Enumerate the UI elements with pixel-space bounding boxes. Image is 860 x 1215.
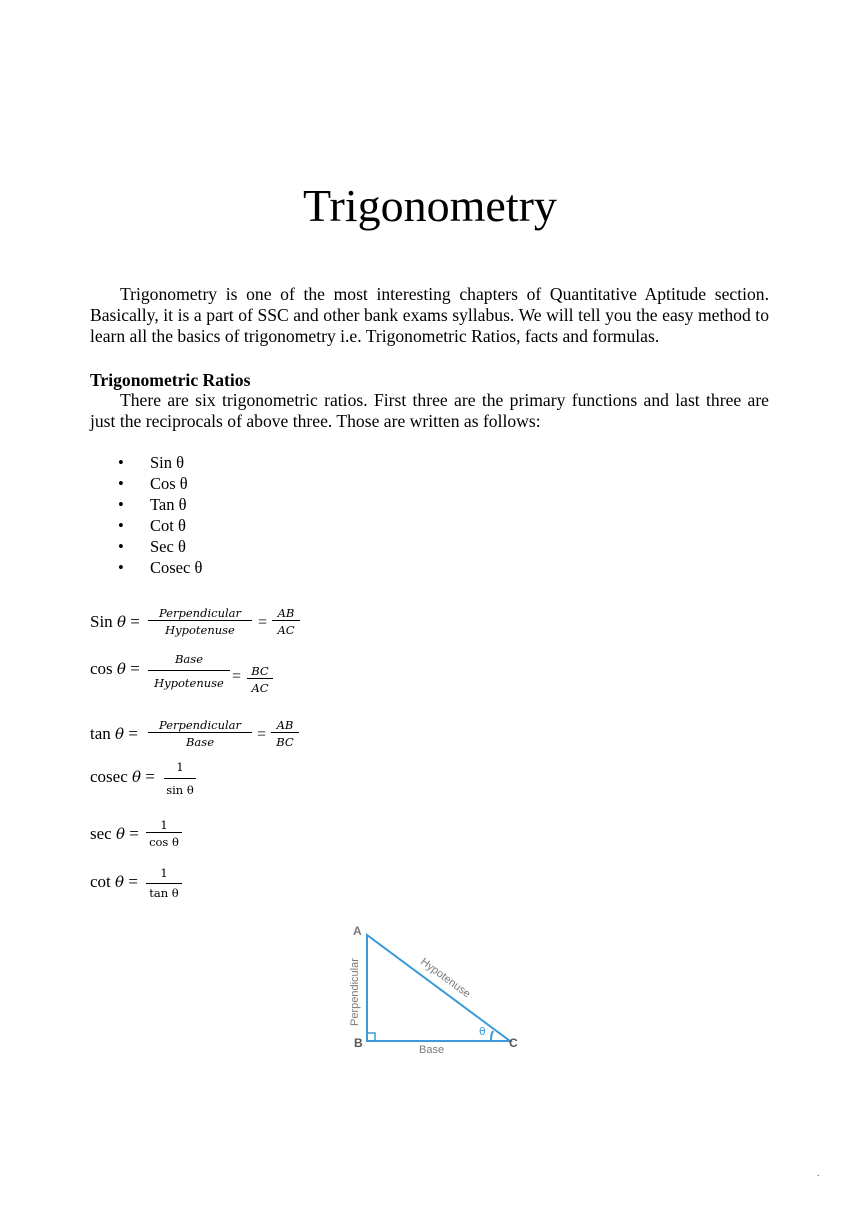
angle-label: θ (479, 1025, 486, 1038)
section-text: There are six trigonometric ratios. First three are the primary functions and last three are just the reciprocals of above three. Those are written as follows: (90, 390, 769, 431)
section-heading: Trigonometric Ratios (90, 370, 251, 390)
section-paragraph (90, 390, 769, 432)
page-title: Trigonometry (303, 180, 557, 231)
cosec-fraction: $\frac{1}{\text{sin θ}}$ (164, 760, 196, 797)
cot-fraction: $\frac{1}{\text{tan θ}}$ (146, 866, 182, 900)
bullet-icon: • (118, 516, 124, 535)
angle-arc (491, 1031, 493, 1041)
intro-text: Trigonometry is one of the most interesting chapters of Quantitative Aptitude section. Basically, it is a part of SSC and other bank exams syllabus. We will tell you the easy method to learn all the basics of trigonometry i.e. Trigonometric Ratios, facts and formulas. (90, 284, 769, 346)
sec-formula: sec θ = $\frac{1}{\text{cos θ}}$ (90, 818, 290, 862)
intro-paragraph (90, 284, 769, 347)
cos-formula: cos θ = Base Hypotenuse = $\frac{BC}{AC}$ (90, 652, 350, 696)
perpendicular-label: Perpendicular (349, 958, 361, 1026)
hypotenuse-label: Hypotenuse (418, 955, 473, 1001)
right-angle-marker (367, 1033, 375, 1041)
sin-fraction: Perpendicular Hypotenuse (148, 606, 252, 637)
footer-mark: . (817, 1168, 820, 1179)
cot-formula: cot θ = $\frac{1}{\text{tan θ}}$ (90, 866, 290, 910)
sin-side-fraction: $\frac{AB}{AC}$ (272, 606, 300, 637)
base-label: Base (419, 1044, 445, 1056)
tan-fraction: Perpendicular Base (148, 718, 252, 749)
sec-fraction: $\frac{1}{\text{cos θ}}$ (146, 818, 182, 849)
bullet-icon: • (118, 537, 124, 556)
tan-formula: tan θ = Perpendicular Base = $\frac{AB}{BC}$ (90, 718, 350, 762)
tan-side-fraction: $\frac{AB}{BC}$ (271, 718, 299, 749)
cosec-formula: cosec θ = $\frac{1}{\text{sin θ}}$ (90, 760, 290, 804)
vertex-a-label: A (353, 924, 362, 938)
bullet-icon: • (118, 474, 124, 493)
right-triangle-diagram (340, 918, 530, 1063)
bullet-icon: • (118, 558, 124, 577)
vertex-b-label: B (354, 1036, 363, 1050)
bullet-icon: • (118, 495, 124, 514)
bullet-icon: • (118, 453, 124, 472)
vertex-c-label: C (509, 1036, 518, 1050)
cos-side-fraction: $\frac{BC}{AC}$ (247, 664, 273, 695)
triangle-outline (367, 935, 510, 1041)
sin-formula: Sin θ = Perpendicular Hypotenuse = $\frac{AB}{AC}$ (90, 606, 350, 650)
cos-fraction: Base Hypotenuse (148, 652, 230, 690)
